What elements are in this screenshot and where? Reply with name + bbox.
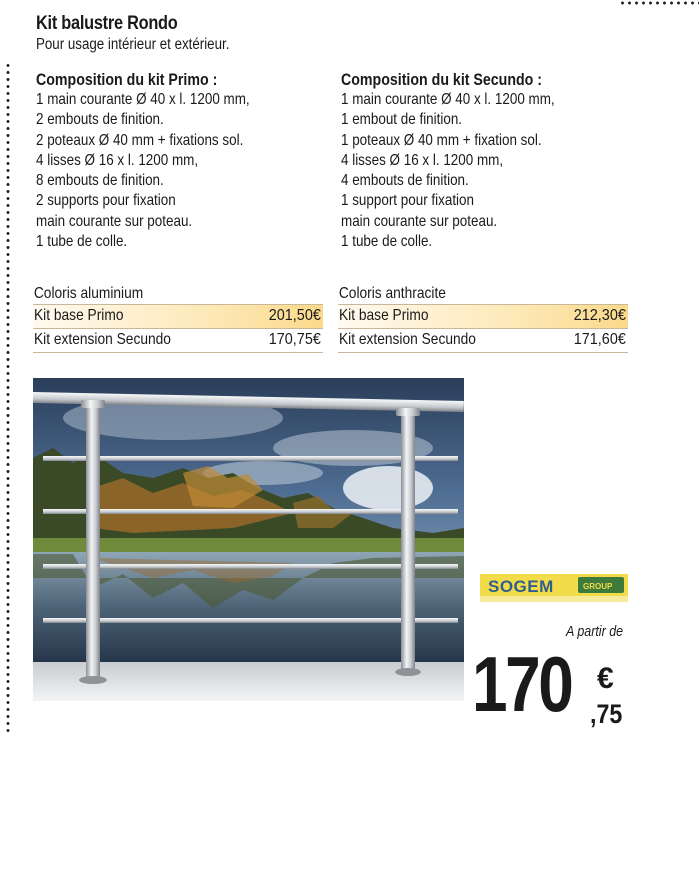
kit-secundo-heading: Composition du kit Secundo : — [341, 71, 543, 89]
list-item: main courante sur poteau. — [341, 212, 498, 230]
sogem-logo — [480, 574, 628, 604]
product-photo — [33, 378, 464, 701]
list-item: 8 embouts de finition. — [36, 172, 164, 190]
price-row-label: Kit base Primo — [339, 307, 429, 324]
kit-primo-list — [36, 90, 366, 252]
list-item: 2 supports pour fixation — [36, 192, 176, 210]
price-integer: 170 — [472, 640, 572, 728]
list-item: 4 embouts de finition. — [341, 172, 469, 190]
price-row-value: 171,60€ — [573, 331, 626, 348]
coloris-label: Coloris aluminium — [33, 285, 144, 302]
kit-secundo-list — [341, 90, 671, 252]
list-item: main courante sur poteau. — [36, 212, 193, 230]
kit-primo-composition — [36, 70, 366, 252]
kit-primo-heading: Composition du kit Primo : — [36, 71, 218, 89]
product-subtitle: Pour usage intérieur et extérieur. — [36, 36, 230, 53]
brand-tag: GROUP — [583, 582, 613, 591]
price-row-value: 201,50€ — [268, 307, 321, 324]
price-row-value: 212,30€ — [573, 307, 626, 324]
price-row-label: Kit extension Secundo — [339, 331, 476, 348]
price-table-anthracite — [338, 284, 628, 353]
table-row — [338, 304, 628, 329]
price-decimal: ,75 — [590, 699, 623, 729]
price-prefix: A partir de — [566, 624, 624, 640]
list-item: 1 support pour fixation — [341, 192, 474, 210]
list-item: 1 poteaux Ø 40 mm + fixation sol. — [341, 131, 542, 149]
list-item: 1 tube de colle. — [341, 233, 433, 251]
coloris-label: Coloris anthracite — [338, 285, 446, 302]
table-row — [33, 304, 323, 329]
price-row-value: 170,75€ — [268, 331, 321, 348]
price-row-label: Kit base Primo — [34, 307, 124, 324]
price-row-label: Kit extension Secundo — [34, 331, 171, 348]
brand-name: SOGEM — [488, 577, 554, 596]
product-title: Kit balustre Rondo — [36, 13, 178, 34]
list-item: 1 main courante Ø 40 x l. 1200 mm, — [36, 91, 250, 108]
kit-secundo-composition — [341, 70, 671, 252]
price-currency: € — [597, 662, 614, 695]
list-item: 2 poteaux Ø 40 mm + fixations sol. — [36, 131, 244, 149]
price-table-aluminium — [33, 284, 323, 353]
list-item: 2 embouts de finition. — [36, 111, 164, 129]
table-row — [33, 329, 323, 353]
list-item: 4 lisses Ø 16 x l. 1200 mm, — [36, 151, 199, 169]
list-item: 1 embout de finition. — [341, 111, 463, 129]
list-item: 4 lisses Ø 16 x l. 1200 mm, — [341, 151, 504, 169]
table-row — [338, 329, 628, 353]
top-dotted-border — [619, 0, 699, 6]
list-item: 1 main courante Ø 40 x l. 1200 mm, — [341, 91, 555, 108]
left-dotted-border — [6, 62, 10, 732]
list-item: 1 tube de colle. — [36, 233, 128, 251]
